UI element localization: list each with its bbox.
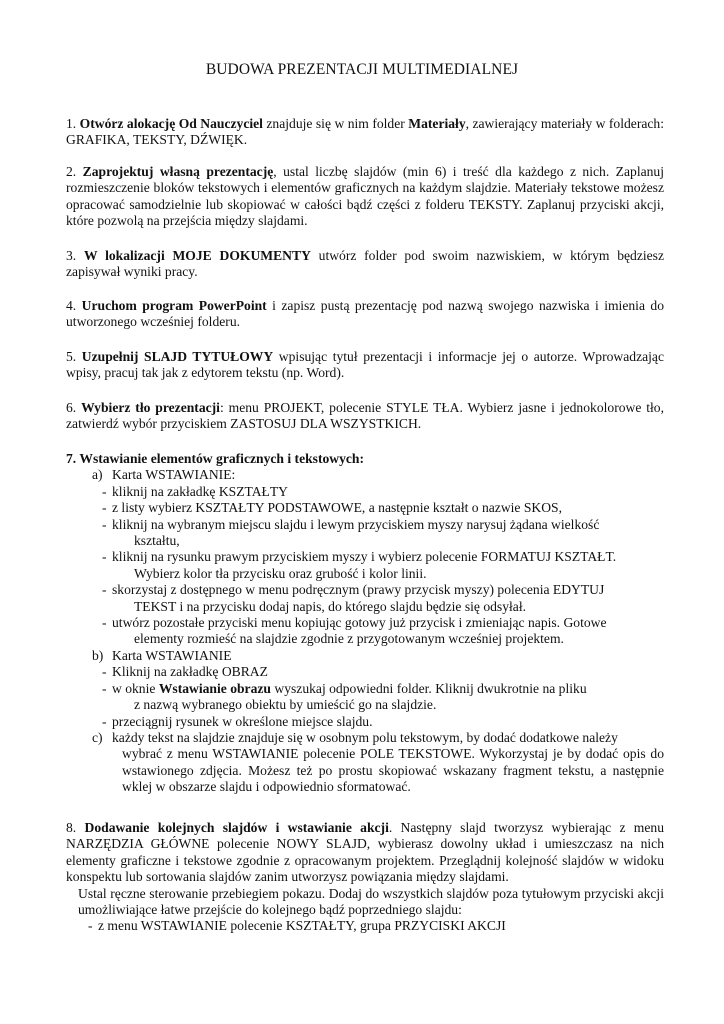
- list-item-5: [66, 349, 664, 382]
- item-text: wpisując tytuł prezentacji i informacje jej o autorze. Wprowadzając wpisy, pracuj tak jak z edytorem tekstu (np. Word).: [66, 349, 664, 381]
- item-text: , ustal liczbę slajdów (min 6) i treść dla każdego z nich. Zaplanuj rozmieszczenie bloków tekstowych i elementów graficznych na każdym slajdzie. Materiały tekstowe możesz opracować samodzielnie lub skopiować w całości bądź części z folderu TEKSTY. Zaplanuj przyciski akcji, które pozwolą na przejścia między slajdami.: [66, 164, 664, 229]
- dash-marker: -: [88, 918, 93, 934]
- sub-item-title: Karta WSTAWIANIE:: [112, 467, 236, 483]
- sub-item-c: [66, 730, 664, 796]
- item-text: znajduje się w nim folder: [262, 116, 409, 131]
- step: [66, 918, 664, 934]
- item-7-heading: 7. Wstawianie elementów graficznych i tekstowych:: [66, 451, 365, 466]
- item-bold-text-2: Materiały: [408, 116, 466, 131]
- step: [66, 615, 664, 648]
- item-bold-text: Uruchom program PowerPoint: [81, 298, 267, 313]
- sub-item-a: [66, 467, 664, 483]
- list-item-7: [66, 451, 664, 796]
- step-text: [102, 681, 664, 697]
- item-bold-text: Zaprojektuj własną prezentację: [82, 164, 274, 179]
- list-item-2: [66, 164, 664, 230]
- item-bold-text: Otwórz alokację Od Nauczyciel: [79, 116, 263, 131]
- step-text-bold: Wstawianie obrazu: [158, 680, 271, 696]
- step: [66, 484, 664, 500]
- dash-marker: -: [102, 713, 107, 729]
- sub-item-title: Karta WSTAWIANIE: [112, 647, 232, 663]
- item-number: 2.: [66, 164, 77, 179]
- step-text: kliknij na zakładkę KSZTAŁTY: [112, 483, 288, 499]
- step: [66, 714, 664, 730]
- item-number: 5.: [66, 349, 77, 364]
- dash-marker: -: [102, 582, 107, 598]
- sub-item-text-cont: wybrać z menu WSTAWIANIE polecenie POLE TEKSTOWE. Wykorzystaj je by dodać opis do wstawionego zdjęcia. Możesz też po prostu skopiować wskazany fragment tekstu, a następnie wklej w obszarze slajdu i odpowiednio sformatować.: [122, 746, 664, 795]
- sub-item-label: c): [92, 729, 103, 745]
- step: [66, 500, 664, 516]
- sub-item-label: b): [92, 647, 104, 663]
- step-text-pre: w oknie: [112, 680, 159, 696]
- step-continuation: kształtu,: [134, 533, 180, 549]
- item-number: 4.: [66, 298, 77, 313]
- step-continuation: elementy rozmieść na slajdzie zgodnie z przygotowanym wcześniej projektem.: [134, 631, 564, 647]
- step-text: kliknij na rysunku prawym przyciskiem myszy i wybierz polecenie FORMATUJ KSZTAŁT.: [112, 549, 617, 565]
- item-bold-text: Wybierz tło prezentacji: [81, 400, 220, 415]
- item-bold-text: W lokalizacji MOJE DOKUMENTY: [83, 248, 311, 263]
- list-item-3: [66, 248, 664, 281]
- sub-item-text: każdy tekst na slajdzie znajduje się w osobnym polu tekstowym, by dodać dodatkowe należy: [112, 729, 618, 745]
- item-text: . Następny slajd tworzysz wybierając z menu NARZĘDZIA GŁÓWNE polecenie NOWY SLAJD, wybierasz dowolny układ i umieszczasz na nich elementy graficzne i tekstowe zgodnie z opracowanym projektem. Przeglądnij kolejność slajdów w widoku konspektu lub sortowania slajdów zanim utworzysz powiązania między slajdami.: [66, 820, 664, 885]
- step-continuation: TEKST i na przycisku dodaj napis, do którego slajdu będzie się odsyłał.: [134, 598, 527, 614]
- sub-item-b: [66, 648, 664, 664]
- list-item-1: [66, 116, 664, 149]
- dash-marker: -: [102, 664, 107, 680]
- step: [66, 549, 664, 582]
- item-text: i zapisz pustą prezentację pod nazwą swojego nazwiska i imienia do utworzonego wcześniej folderu.: [66, 298, 665, 330]
- item-8-paragraph-2: Ustal ręczne sterowanie przebiegiem pokazu. Dodaj do wszystkich slajdów poza tytułowym przyciski akcji umożliwiające łatwe przejście do kolejnego bądź poprzedniego slajdu:: [78, 885, 664, 918]
- dash-marker: -: [102, 615, 107, 631]
- item-bold-text: Uzupełnij SLAJD TYTUŁOWY: [81, 349, 274, 364]
- list-item-6: [66, 400, 664, 433]
- document-title: BUDOWA PREZENTACJI MULTIMEDIALNEJ: [205, 61, 519, 78]
- item-text: : menu PROJEKT, polecenie STYLE TŁA. Wybierz jasne i jednokolorowe tło, zatwierdź wybór przyciskiem ZASTOSUJ DLA WSZYSTKICH.: [66, 400, 664, 432]
- list-item-4: [66, 298, 664, 331]
- dash-marker: -: [102, 483, 107, 499]
- list-item-8: [66, 820, 664, 935]
- step: [66, 681, 664, 714]
- dash-marker: -: [102, 680, 107, 696]
- step-text: utwórz pozostałe przyciski menu kopiując gotowy już przycisk i zmieniając napis. Gotowe: [112, 615, 607, 631]
- step-text: skorzystaj z dostępnego w menu podręcznym (prawy przycisk myszy) polecenia EDYTUJ: [112, 582, 605, 598]
- dash-marker: -: [102, 500, 107, 516]
- item-bold-text: Dodawanie kolejnych slajdów i wstawianie akcji: [84, 820, 389, 835]
- item-text: utwórz folder pod swoim nazwiskiem, w którym będziesz zapisywał wyniki pracy.: [66, 248, 665, 280]
- dash-marker: -: [102, 516, 107, 532]
- item-number: 8.: [66, 820, 77, 835]
- item-number: 3.: [66, 248, 77, 263]
- step-text: przeciągnij rysunek w określone miejsce slajdu.: [112, 713, 373, 729]
- step-text: z menu WSTAWIANIE polecenie KSZTAŁTY, grupa PRZYCISKI AKCJI: [98, 918, 506, 934]
- step-continuation: z nazwą wybranego obiektu by umieścić go na slajdzie.: [134, 697, 437, 713]
- dash-marker: -: [102, 549, 107, 565]
- step-text: Kliknij na zakładkę OBRAZ: [112, 664, 268, 680]
- item-text-2: , zawierający materiały w folderach: GRAFIKA, TEKSTY, DŹWIĘK.: [66, 116, 664, 148]
- sub-item-label: a): [92, 467, 103, 483]
- step-text: kliknij na wybranym miejscu slajdu i lewym przyciskiem myszy narysuj żądana wielkość: [112, 516, 600, 532]
- step: [66, 517, 664, 550]
- step-text: z listy wybierz KSZTAŁTY PODSTAWOWE, a następnie kształt o nazwie SKOS,: [112, 500, 563, 516]
- step: [66, 664, 664, 680]
- item-number: 1.: [66, 116, 77, 131]
- step: [66, 582, 664, 615]
- item-number: 6.: [66, 400, 77, 415]
- step-text-post: wyszukaj odpowiedni folder. Kliknij dwukrotnie na pliku: [270, 680, 587, 696]
- step-continuation: Wybierz kolor tła przycisku oraz grubość i kolor linii.: [134, 565, 427, 581]
